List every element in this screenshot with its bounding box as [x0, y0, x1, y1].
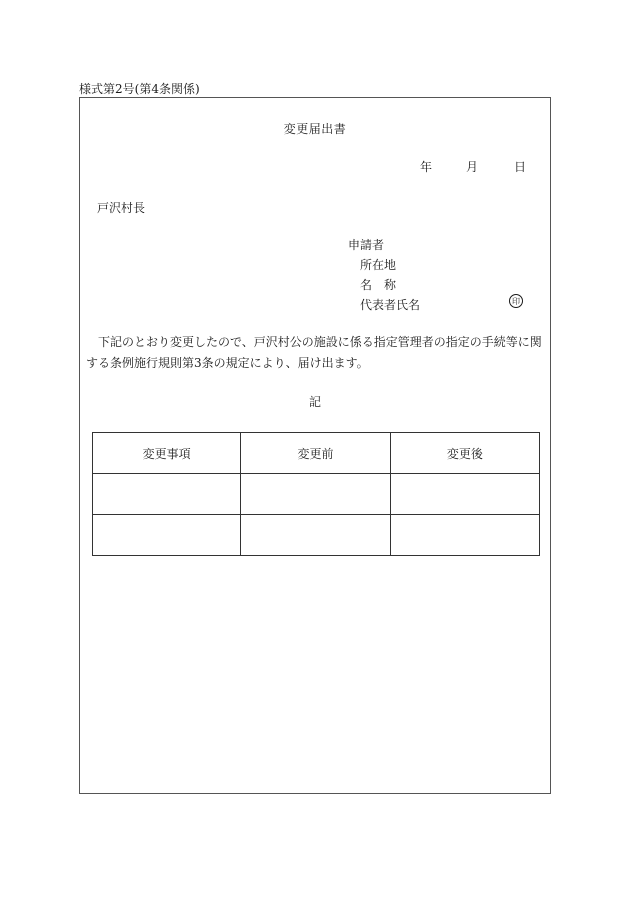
- ki-heading: 記: [308, 395, 321, 409]
- address-label: 所在地: [360, 258, 397, 272]
- table-row: [93, 515, 540, 556]
- table-cell[interactable]: [93, 515, 241, 556]
- table-cell[interactable]: [241, 474, 390, 515]
- body-text: 下記のとおり変更したので、戸沢村公の施設に係る指定管理者の指定の手続等に関する条例施行規則第3条の規定により、届け出ます。: [86, 335, 542, 370]
- table-cell[interactable]: [390, 515, 539, 556]
- form-title: 変更届出書: [283, 122, 347, 136]
- table-cell[interactable]: [93, 474, 241, 515]
- header-after: 変更後: [390, 433, 539, 474]
- table-row: [93, 474, 540, 515]
- date-day-label: 日: [514, 160, 527, 174]
- header-before: 変更前: [241, 433, 390, 474]
- header-change-item: 変更事項: [93, 433, 241, 474]
- form-frame: [79, 97, 551, 794]
- name-label: 名 称: [360, 278, 397, 292]
- table-cell[interactable]: [241, 515, 390, 556]
- date-month-label: 月: [466, 160, 479, 174]
- form-number: 様式第2号(第4条関係): [79, 82, 200, 96]
- applicant-heading: 申請者: [348, 238, 385, 252]
- representative-label: 代表者氏名: [360, 298, 421, 312]
- table-header-row: [93, 433, 540, 474]
- table-cell[interactable]: [390, 474, 539, 515]
- seal-mark: 印: [509, 294, 523, 308]
- addressee: 戸沢村長: [97, 201, 146, 215]
- date-year-label: 年: [420, 160, 433, 174]
- change-table: [92, 432, 540, 556]
